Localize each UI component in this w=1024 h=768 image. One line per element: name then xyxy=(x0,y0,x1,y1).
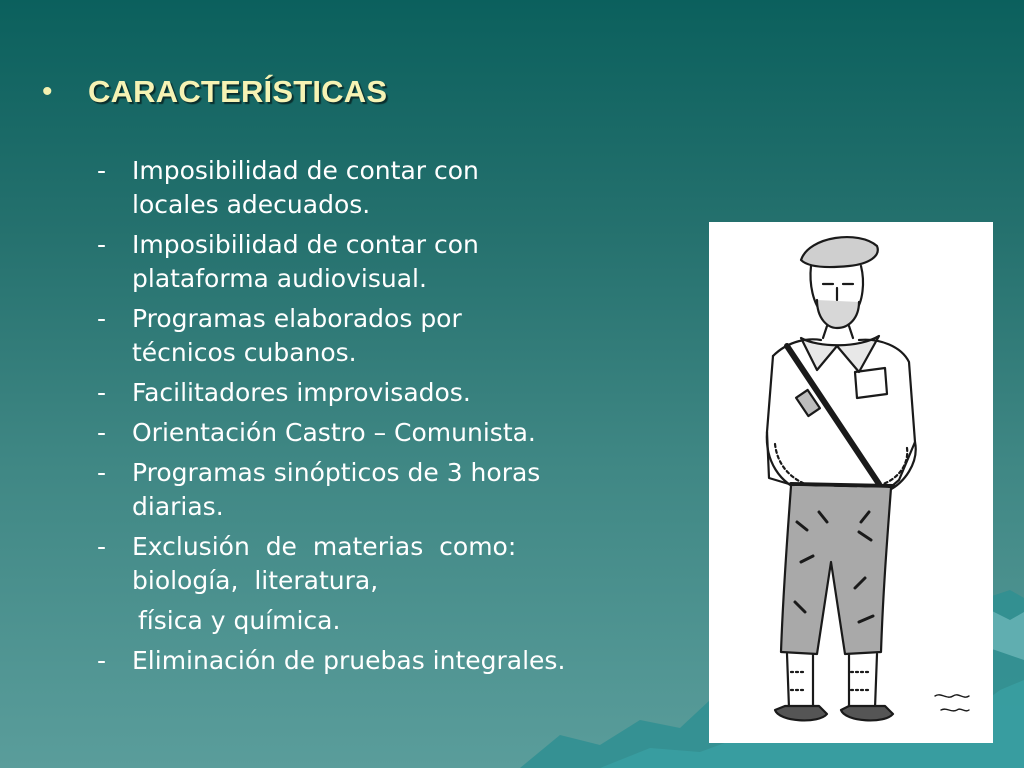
list-item-text: Programas elaborados por técnicos cubanos. xyxy=(132,304,462,367)
slide-title: CARACTERÍSTICAS xyxy=(88,74,388,109)
list-dash: - xyxy=(97,458,107,487)
list-item xyxy=(95,376,695,410)
list-item-text: Exclusión de materias como: biología, literatura, xyxy=(132,532,517,595)
list-dash: - xyxy=(97,378,107,407)
list-item xyxy=(95,530,695,598)
list-item-text: Imposibilidad de contar con plataforma audiovisual. xyxy=(132,230,479,293)
list-item-text: física y química. xyxy=(138,606,341,635)
title-bullet: • xyxy=(42,75,53,108)
list-item-text: Orientación Castro – Comunista. xyxy=(132,418,536,447)
list-dash: - xyxy=(97,156,107,185)
list-item xyxy=(95,416,695,450)
guerrilla-illustration xyxy=(709,222,993,743)
list-item-text: Imposibilidad de contar con locales adecuados. xyxy=(132,156,479,219)
list-dash: - xyxy=(97,646,107,675)
list-item-continuation xyxy=(95,604,695,638)
list-item-text: Facilitadores improvisados. xyxy=(132,378,471,407)
person-sketch-icon xyxy=(709,222,993,743)
list-item-text: Programas sinópticos de 3 horas diarias. xyxy=(132,458,541,521)
list-dash: - xyxy=(97,304,107,333)
list-item xyxy=(95,302,695,370)
list-item xyxy=(95,644,695,678)
list-item xyxy=(95,154,695,222)
list-item-text: Eliminación de pruebas integrales. xyxy=(132,646,566,675)
characteristics-list xyxy=(95,154,695,684)
title-row xyxy=(42,74,387,110)
list-dash: - xyxy=(97,532,107,561)
list-dash: - xyxy=(97,230,107,259)
list-dash: - xyxy=(97,418,107,447)
list-item xyxy=(95,456,695,524)
list-item xyxy=(95,228,695,296)
